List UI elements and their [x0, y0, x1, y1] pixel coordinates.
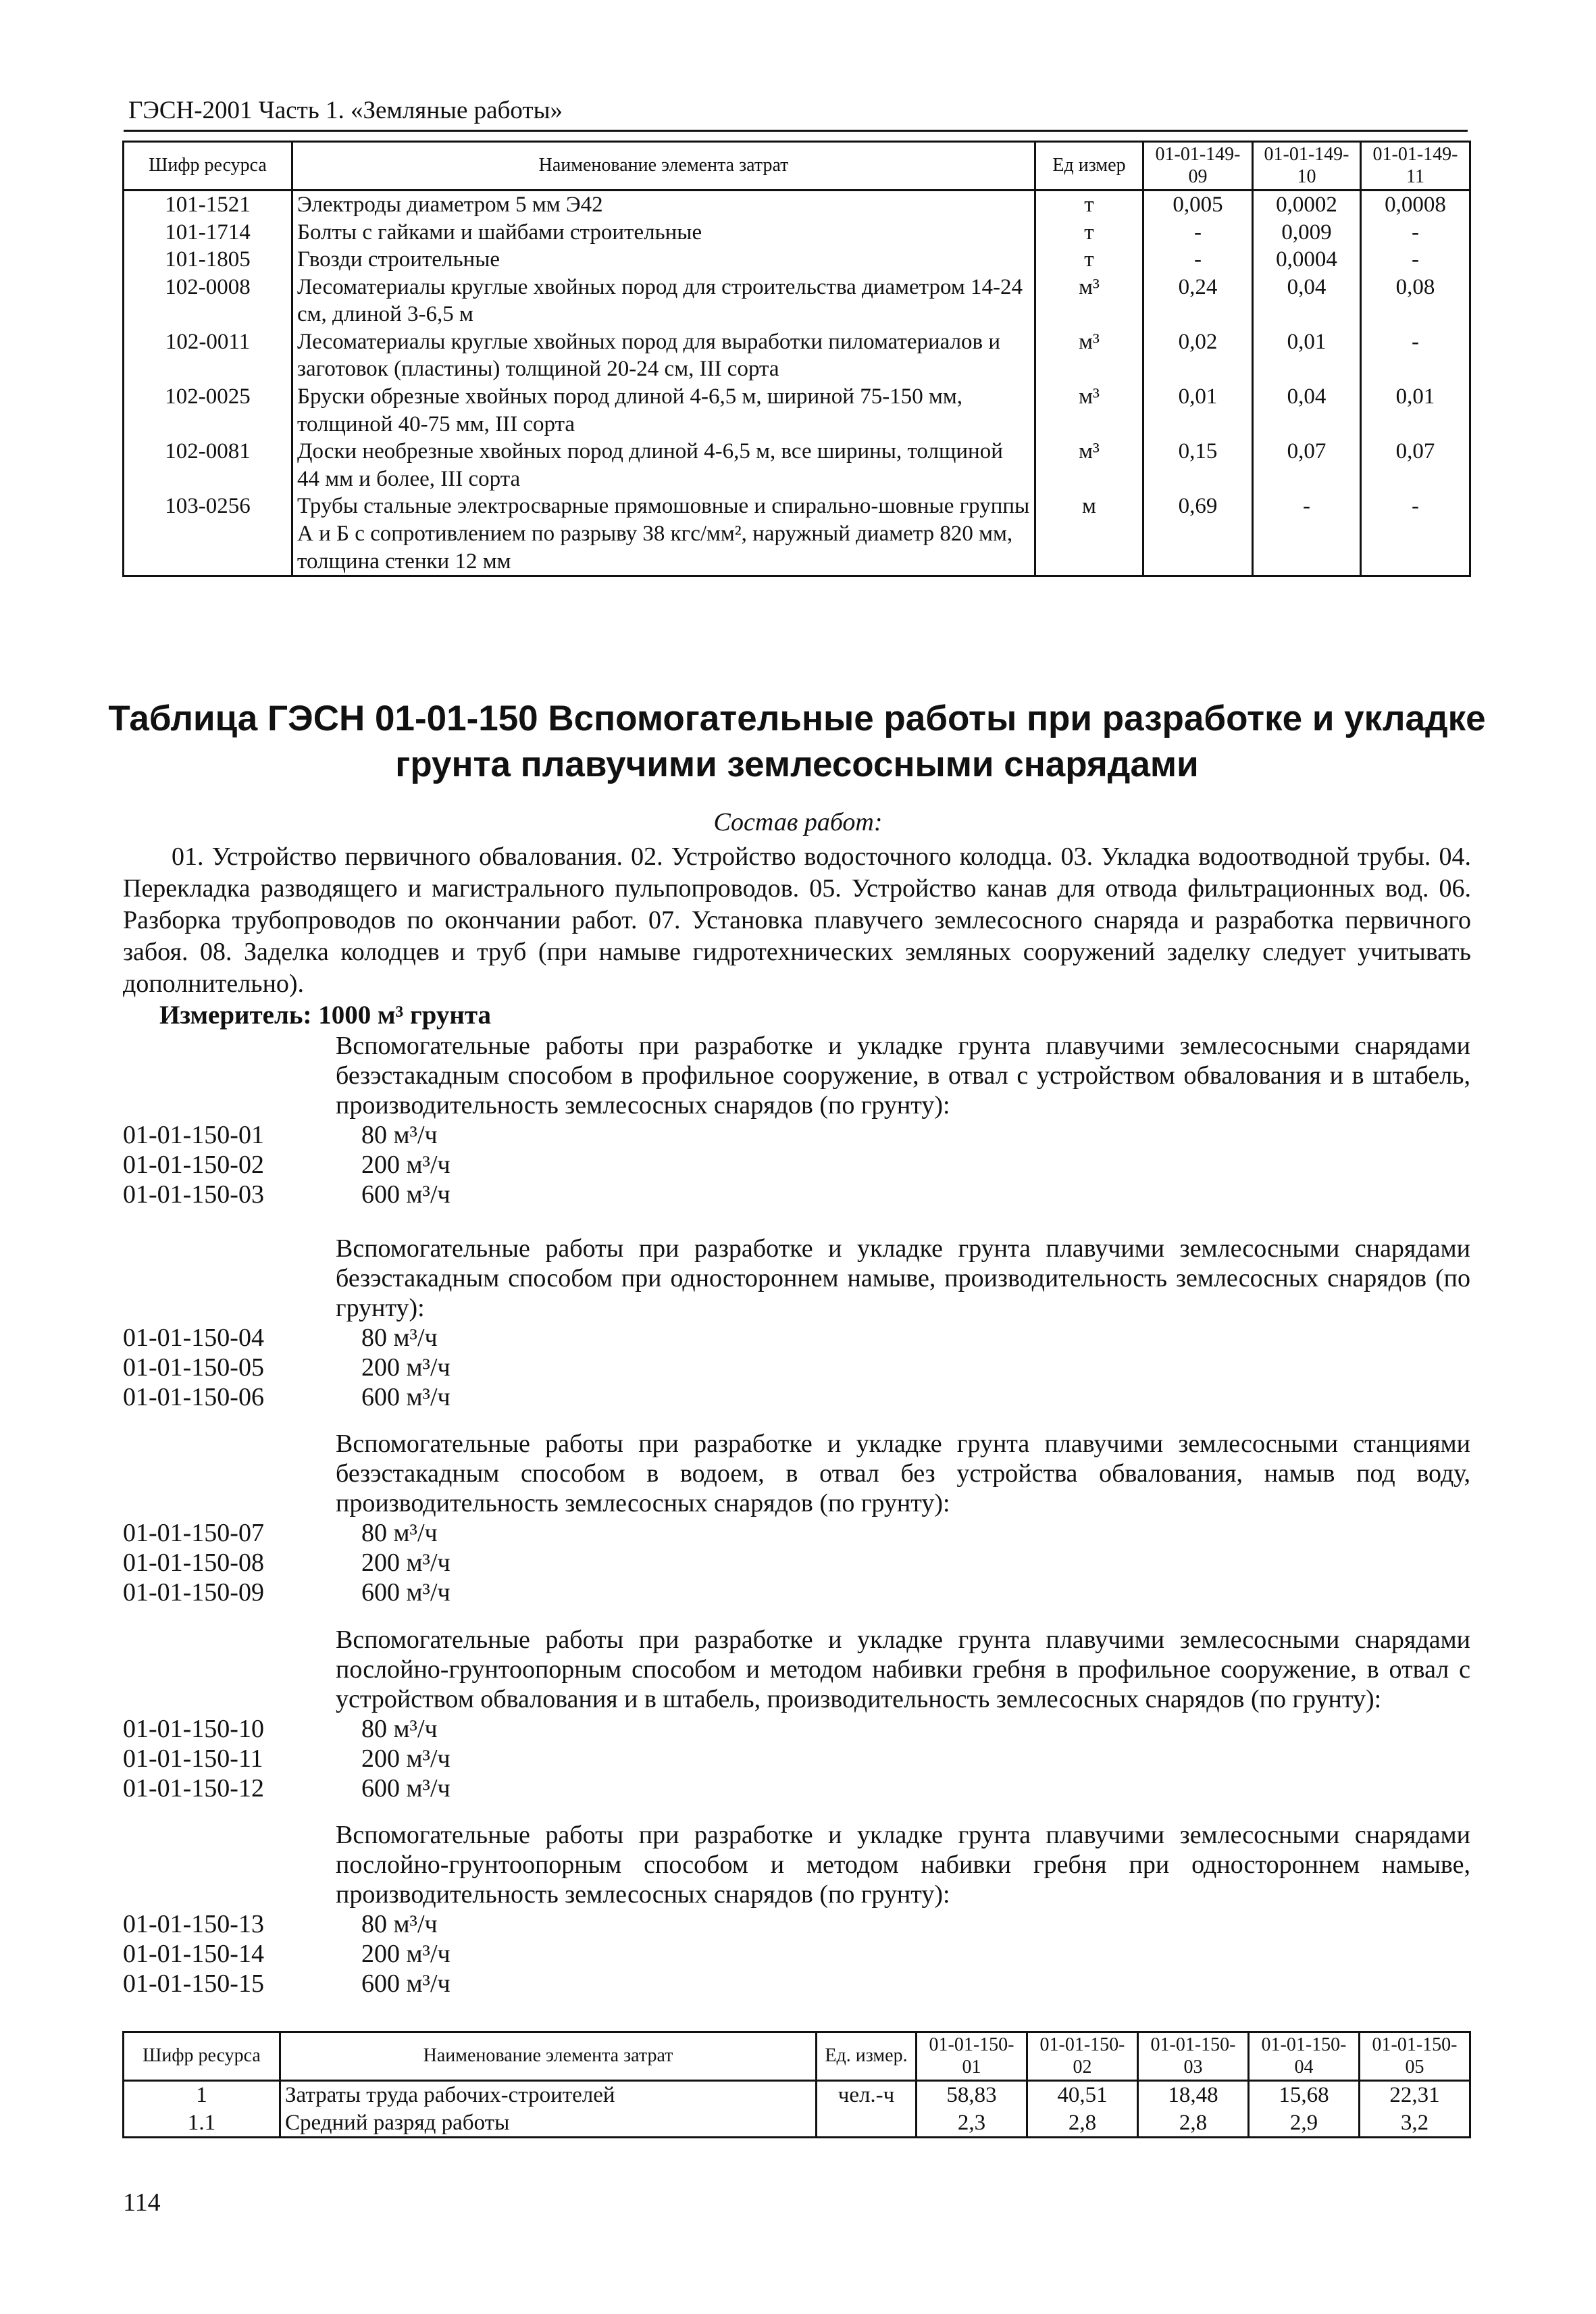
resource-unit: т [1035, 219, 1143, 247]
resource-code: 102-0025 [124, 383, 292, 438]
resource-name: Затраты труда рабочих-строителей [280, 2081, 817, 2109]
norm-header: 01-01-149-11 [1361, 142, 1470, 191]
norm-value: 0,005 [1143, 191, 1253, 219]
norm-code-line [123, 1382, 451, 1412]
norm-value: 0,15 [1143, 438, 1253, 493]
norm-code: 01-01-150-11 [123, 1744, 263, 1773]
norm-code: 01-01-150-04 [123, 1324, 264, 1352]
norm-code: 01-01-150-02 [123, 1151, 264, 1179]
norm-value: 0,04 [1253, 274, 1361, 328]
norm-code-line [123, 1323, 438, 1353]
resource-unit [817, 2109, 917, 2138]
norm-capacity: 200 м³/ч [361, 1744, 451, 1773]
col-name-header: Наименование элемента затрат [280, 2032, 817, 2081]
norm-code: 01-01-150-08 [123, 1549, 264, 1577]
norm-code-line [123, 1180, 451, 1209]
norm-capacity: 80 м³/ч [361, 1121, 438, 1149]
norm-code-line [123, 1939, 451, 1969]
norm-value: - [1143, 246, 1253, 274]
norm-value: 0,02 [1143, 328, 1253, 383]
norm-code-line [123, 1150, 451, 1180]
norm-code: 01-01-150-03 [123, 1180, 264, 1209]
resource-unit: чел.-ч [817, 2081, 917, 2109]
group-description: Вспомогательные работы при разработке и укладке грунта плавучими землесосными станциями безэстакадным способом в водоем, в отвал без устройства обвалования, намыв под воду, производительность землесосных снарядов (по грунту): [336, 1430, 1470, 1517]
group-description: Вспомогательные работы при разработке и укладке грунта плавучими землесосными снарядами безэстакадным способом при одностороннем намыве, производительность землесосных снарядов (по грунту): [336, 1234, 1470, 1322]
table-row [124, 274, 1470, 328]
col-code-header: Шифр ресурса [124, 2032, 280, 2081]
resource-unit: м³ [1035, 328, 1143, 383]
norm-code-line [123, 1578, 451, 1607]
norm-capacity: 600 м³/ч [361, 1578, 451, 1607]
resource-unit: т [1035, 246, 1143, 274]
norm-value: 0,009 [1253, 219, 1361, 247]
resource-code: 101-1521 [124, 191, 292, 219]
norm-header: 01-01-150-04 [1249, 2032, 1360, 2081]
table-row [124, 383, 1470, 438]
resource-unit: т [1035, 191, 1143, 219]
page-number: 114 [123, 2188, 161, 2217]
norm-value: 18,48 [1138, 2081, 1249, 2109]
norm-value: 2,3 [917, 2109, 1027, 2138]
resource-code: 1.1 [124, 2109, 280, 2138]
norm-value: 0,01 [1361, 383, 1470, 438]
norm-value: 0,0004 [1253, 246, 1361, 274]
resource-name: Трубы стальные электросварные прямошовные и спирально-шовные группы А и Б с сопротивлением по разрыву 38 кгс/мм², наружный диаметр 820 мм, толщина стенки 12 мм [292, 493, 1035, 576]
table-title: Таблица ГЭСН 01-01-150 Вспомогательные работы при разработке и укладке грунта плавучими землесосными снарядами [108, 699, 1486, 784]
norm-capacity: 200 м³/ч [361, 1549, 451, 1577]
norm-capacity: 80 м³/ч [361, 1519, 438, 1547]
norm-code: 01-01-150-14 [123, 1940, 264, 1968]
norm-value: - [1253, 493, 1361, 576]
norm-value: 0,24 [1143, 274, 1253, 328]
group-description: Вспомогательные работы при разработке и укладке грунта плавучими землесосными снарядами послойно-грунтоопорным способом и методом набивки гребня при одностороннем намыве, производительность землесосных снарядов (по грунту): [336, 1821, 1470, 1909]
norm-code: 01-01-150-13 [123, 1910, 264, 1938]
resource-code: 102-0011 [124, 328, 292, 383]
work-composition-text: 01. Устройство первичного обвалования. 02. Устройство водосточного колодца. 03. Укладка водоотводной трубы. 04. Перекладка разводящего и магистрального пульпопроводов. 05. Устройство канав для отвода фильтрационных вод. 06. Разборка трубопроводов по окончании работ. 07. Установка плавучего землесосного снаряда и разработка первичного забоя. 08. Заделка колодцев и труб (при намыве гидротехнических земляных сооружений заделку следует учитывать дополнительно). [123, 842, 1471, 998]
group-description: Вспомогательные работы при разработке и укладке грунта плавучими землесосными снарядами безэстакадным способом в профильное сооружение, в отвал с устройством обвалования и в штабель, производительность землесосных снарядов (по грунту): [336, 1032, 1470, 1120]
norm-code: 01-01-150-05 [123, 1353, 264, 1382]
col-unit-header: Ед. измер. [817, 2032, 917, 2081]
norm-capacity: 200 м³/ч [361, 1151, 451, 1179]
table-row [124, 246, 1470, 274]
norm-code-line [123, 1969, 451, 1998]
page-header: ГЭСН-2001 Часть 1. «Земляные работы» [128, 97, 563, 124]
norm-value: - [1361, 246, 1470, 274]
norm-code: 01-01-150-12 [123, 1774, 264, 1803]
norm-value: 2,9 [1249, 2109, 1360, 2138]
norm-value: 0,07 [1361, 438, 1470, 493]
norm-capacity: 600 м³/ч [361, 1969, 451, 1998]
resource-code: 101-1714 [124, 219, 292, 247]
norm-code: 01-01-150-01 [123, 1121, 264, 1149]
norm-value: 15,68 [1249, 2081, 1360, 2109]
resource-name: Лесоматериалы круглые хвойных пород для строительства диаметром 14-24 см, длиной 3-6,5 м [292, 274, 1035, 328]
resource-code: 102-0008 [124, 274, 292, 328]
norm-header: 01-01-149-10 [1253, 142, 1361, 191]
norm-code: 01-01-150-10 [123, 1715, 264, 1743]
norm-header: 01-01-150-01 [917, 2032, 1027, 2081]
work-composition-heading: Состав работ: [713, 808, 883, 836]
norm-code-line [123, 1774, 451, 1803]
group-description: Вспомогательные работы при разработке и укладке грунта плавучими землесосными снарядами послойно-грунтоопорным способом и методом набивки гребня в профильное сооружение, в отвал с устройством обвалования и в штабель, производительность землесосных снарядов (по грунту): [336, 1626, 1470, 1713]
table-row [124, 438, 1470, 493]
norm-capacity: 80 м³/ч [361, 1715, 438, 1743]
norm-capacity: 600 м³/ч [361, 1180, 451, 1209]
norm-value: 0,07 [1253, 438, 1361, 493]
table-row [124, 328, 1470, 383]
header-rule [124, 130, 1468, 132]
measure-unit: Измеритель: 1000 м³ грунта [159, 1001, 491, 1030]
norm-capacity: 600 м³/ч [361, 1774, 451, 1803]
norm-value: 0,0002 [1253, 191, 1361, 219]
resource-name: Болты с гайками и шайбами строительные [292, 219, 1035, 247]
resource-name: Средний разряд работы [280, 2109, 817, 2138]
resource-unit: м [1035, 493, 1143, 576]
norm-value: 2,8 [1138, 2109, 1249, 2138]
norm-code: 01-01-150-07 [123, 1519, 264, 1547]
norm-code-line [123, 1353, 451, 1382]
norm-value: 0,69 [1143, 493, 1253, 576]
norm-code: 01-01-150-09 [123, 1578, 264, 1607]
norm-value: - [1361, 219, 1470, 247]
norm-capacity: 80 м³/ч [361, 1910, 438, 1938]
resources-table-149 [122, 141, 1471, 577]
resource-unit: м³ [1035, 438, 1143, 493]
norm-value: 0,04 [1253, 383, 1361, 438]
norm-code-line [123, 1518, 438, 1548]
norm-header: 01-01-149-09 [1143, 142, 1253, 191]
norm-header: 01-01-150-05 [1360, 2032, 1470, 2081]
table-row [124, 191, 1470, 219]
table-row [124, 2109, 1470, 2138]
norm-value: - [1361, 328, 1470, 383]
resources-table-150 [122, 2031, 1471, 2138]
resource-name: Электроды диаметром 5 мм Э42 [292, 191, 1035, 219]
norm-code-line [123, 1120, 438, 1150]
norm-value: 0,01 [1143, 383, 1253, 438]
table-row [124, 493, 1470, 576]
norm-value: 2,8 [1027, 2109, 1138, 2138]
norm-value: 22,31 [1360, 2081, 1470, 2109]
norm-code-line [123, 1714, 438, 1744]
norm-code-line [123, 1909, 438, 1939]
resource-name: Бруски обрезные хвойных пород длиной 4-6,5 м, шириной 75-150 мм, толщиной 40-75 мм, III сорта [292, 383, 1035, 438]
norm-value: 3,2 [1360, 2109, 1470, 2138]
resource-code: 1 [124, 2081, 280, 2109]
norm-value: 0,0008 [1361, 191, 1470, 219]
norm-capacity: 200 м³/ч [361, 1940, 451, 1968]
table-row [124, 219, 1470, 247]
norm-capacity: 200 м³/ч [361, 1353, 451, 1382]
resource-name: Лесоматериалы круглые хвойных пород для выработки пиломатериалов и заготовок (пластины) толщиной 20-24 см, III сорта [292, 328, 1035, 383]
norm-value: 0,01 [1253, 328, 1361, 383]
norm-value: - [1143, 219, 1253, 247]
resource-unit: м³ [1035, 383, 1143, 438]
norm-value: 58,83 [917, 2081, 1027, 2109]
norm-value: 0,08 [1361, 274, 1470, 328]
norm-header: 01-01-150-03 [1138, 2032, 1249, 2081]
resource-code: 101-1805 [124, 246, 292, 274]
col-code-header: Шифр ресурса [124, 142, 292, 191]
norm-value: - [1361, 493, 1470, 576]
col-unit-header: Ед измер [1035, 142, 1143, 191]
norm-header: 01-01-150-02 [1027, 2032, 1138, 2081]
col-name-header: Наименование элемента затрат [292, 142, 1035, 191]
norm-capacity: 600 м³/ч [361, 1383, 451, 1411]
table-row [124, 2081, 1470, 2109]
norm-code-line [123, 1548, 451, 1578]
resource-unit: м³ [1035, 274, 1143, 328]
norm-code-line [123, 1744, 451, 1774]
resource-code: 103-0256 [124, 493, 292, 576]
norm-value: 40,51 [1027, 2081, 1138, 2109]
resource-name: Доски необрезные хвойных пород длиной 4-6,5 м, все ширины, толщиной 44 мм и более, III сорта [292, 438, 1035, 493]
norm-code: 01-01-150-15 [123, 1969, 264, 1998]
norm-code: 01-01-150-06 [123, 1383, 264, 1411]
resource-code: 102-0081 [124, 438, 292, 493]
norm-capacity: 80 м³/ч [361, 1324, 438, 1352]
resource-name: Гвозди строительные [292, 246, 1035, 274]
